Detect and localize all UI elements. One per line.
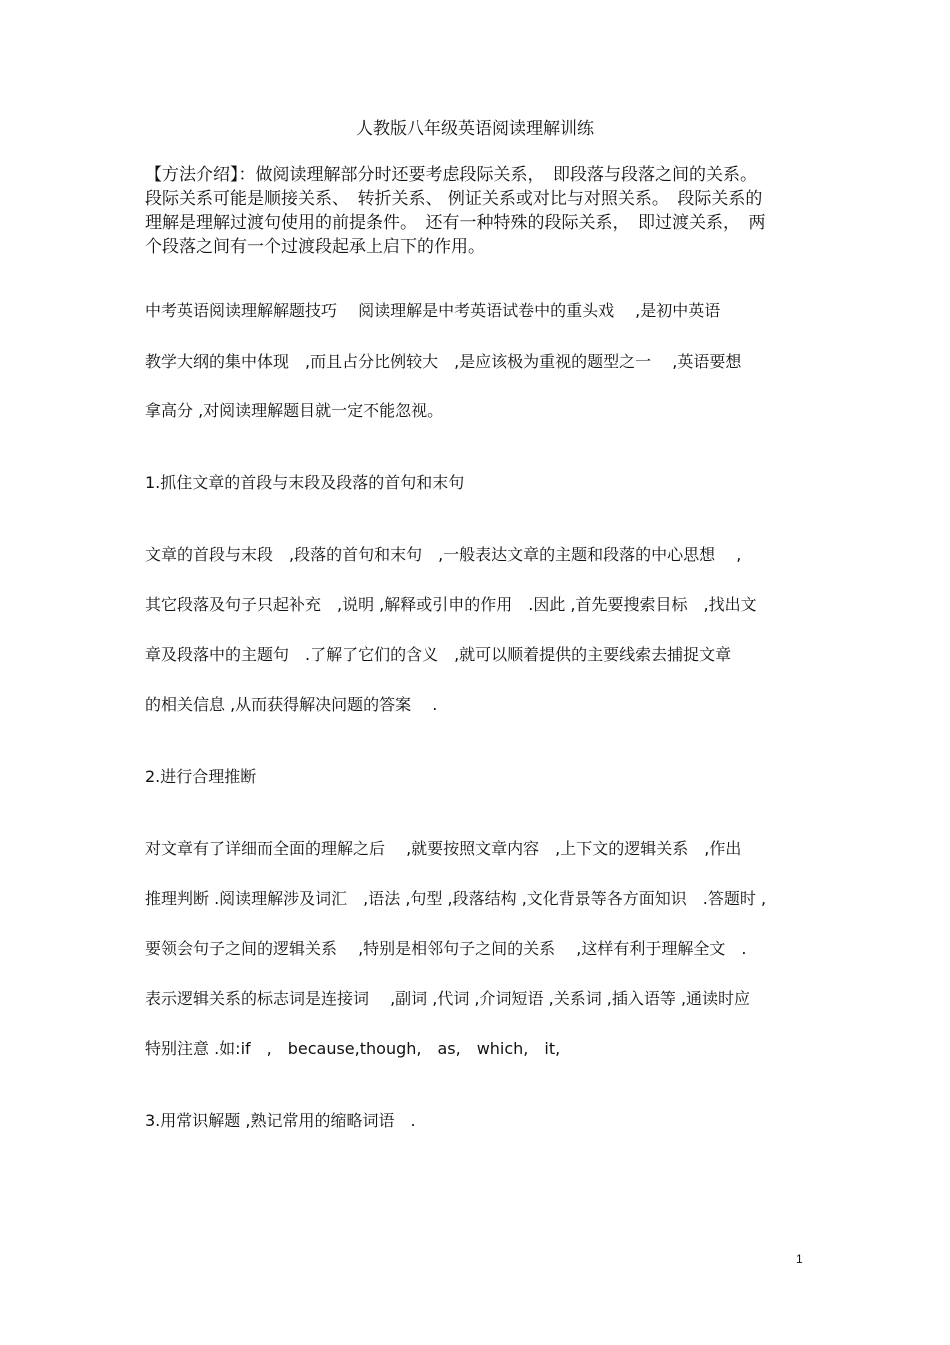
section-line: 推理判断 .阅读理解涉及词汇 ,语法 ,句型 ,段落结构 ,文化背景等各方面知识 .答题时 , — [145, 889, 767, 908]
section-line: 其它段落及句子只起补充 ,说明 ,解释或引申的作用 .因此 ,首先要搜索目标 ,找出文 — [145, 595, 757, 614]
intro-line: 个段落之间有一个过渡段起承上启下的作用。 — [145, 237, 485, 257]
section-heading: 2.进行合理推断 — [145, 767, 257, 786]
tips-intro-line: 拿高分 ,对阅读理解题目就一定不能忽视。 — [145, 401, 444, 420]
section-line: 文章的首段与末段 ,段落的首句和末句 ,一般表达文章的主题和段落的中心思想 , — [145, 545, 742, 564]
page-number: 1 — [796, 1252, 803, 1266]
intro-line: 【方法介绍】：做阅读理解部分时还要考虑段际关系， 即段落与段落之间的关系。 — [145, 165, 757, 185]
section-line: 的相关信息 ,从而获得解决问题的答案 . — [145, 695, 438, 714]
method-intro-paragraph — [145, 163, 810, 259]
section-heading: 3.用常识解题 ,熟记常用的缩略词语 . — [145, 1111, 416, 1130]
section-line: 章及段落中的主题句 .了解了它们的含义 ,就可以顺着提供的主要线索去捕捉文章 — [145, 645, 732, 664]
intro-line: 理解是理解过渡句使用的前提条件。 还有一种特殊的段际关系， 即过渡关系， 两 — [145, 213, 766, 233]
section-line: 要领会句子之间的逻辑关系 ,特别是相邻句子之间的关系 ,这样有利于理解全文 . — [145, 939, 747, 958]
document-title: 人教版八年级英语阅读理解训练 — [356, 119, 594, 139]
intro-line: 段际关系可能是顺接关系、 转折关系、 例证关系或对比与对照关系。 段际关系的 — [145, 189, 763, 209]
section-line: 特别注意 .如:if , because,though, as, which, it, — [145, 1039, 561, 1058]
tips-intro-line: 中考英语阅读理解解题技巧 阅读理解是中考英语试卷中的重头戏 ,是初中英语 — [145, 301, 721, 320]
section-heading: 1.抓住文章的首段与末段及段落的首句和末句 — [145, 473, 465, 492]
tips-intro-line: 教学大纲的集中体现 ,而且占分比例较大 ,是应该极为重视的题型之一 ,英语要想 — [145, 352, 742, 371]
section-line: 表示逻辑关系的标志词是连接词 ,副词 ,代词 ,介词短语 ,关系词 ,插入语等 ,通读时应 — [145, 989, 751, 1008]
section-line: 对文章有了详细而全面的理解之后 ,就要按照文章内容 ,上下文的逻辑关系 ,作出 — [145, 839, 742, 858]
